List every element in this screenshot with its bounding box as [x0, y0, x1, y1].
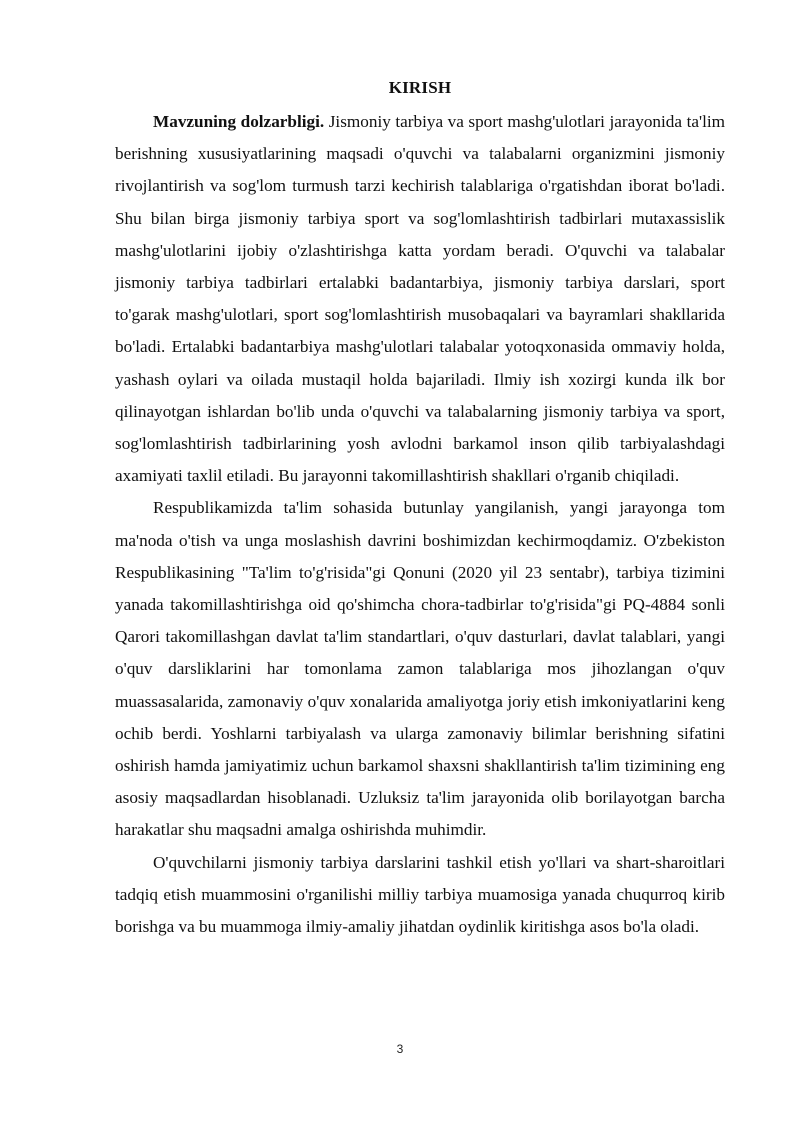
paragraph-relevance [115, 106, 725, 492]
paragraph-research-problem: O'quvchilarni jismoniy tarbiya darslarini tashkil etish yo'llari va shart-sharoitlari tadqiq etish muammosini o'rganilishi milliy tarbiya muamosiga yanada chuqurroq kirib borishga va bu muammoga ilmiy-amaliy jihatdan oydinlik kiritishga asos bo'la oladi. [115, 852, 725, 937]
paragraph-education-reform: Respublikamizda ta'lim sohasida butunlay yangilanish, yangi jarayonga tom ma'noda o'tish va unga moslashish davrini boshimizdan kechirmoqdamiz. O'zbekiston Respublikasining "Ta'lim to'g'risida"gi Qonuni (2020 yil 23 sentabr), tarbiya tizimini yanada takomillashtirishga oid qo'shimcha chora-tadbirlar to'g'risida"gi PQ-4884 sonli Qarori takomillashgan davlat ta'lim standartlari, o'quv dasturlari, davlat talablari, yangi o'quv darsliklarini har tomonlama zamon talablariga mos jihozlangan o'quv muassasalarida, zamonaviy o'quv xonalarida amaliyotga joriy etish imkoniyatlarini keng ochib berdi. Yoshlarni tarbiyalash va ularga zamonaviy bilimlar berishning sifatini oshirish hamda jamiyatimiz uchun barkamol shaxsni shakllantirish ta'lim tizimining eng asosiy maqsadlardan hisoblanadi. Uzluksiz ta'lim jarayonida olib borilayotgan barcha harakatlar shu maqsadni amalga oshirishda muhimdir. [115, 498, 725, 840]
relevance-text: Jismoniy tarbiya va sport mashg'ulotlari jarayonida ta'lim berishning xususiyatlarining maqsadi o'quvchi va talabalarni organizmini jismoniy rivojlantirish va sog'lom turmush tarzi kechirish talablariga o'rgatishdan iborat bo'ladi. Shu bilan birga jismoniy tarbiya sport va sog'lomlashtirish tadbirlari mutaxassislik mashg'ulotlarini ijobiy o'zlashtirishga katta yordam beradi. O'quvchi va talabalar jismoniy tarbiya tadbirlari ertalabki badantarbiya, jismoniy tarbiya darslari, sport to'garak mashg'ulotlari, sport sog'lomlashtirish musobaqalari va bayramlari shakllarida bo'ladi. Ertalabki badantarbiya mashg'ulotlari talabalar yotoqxonasida ommaviy holda, yashash oylari va oilada mustaqil holda bajariladi. Ilmiy ish xozirgi kunda ilk bor qilinayotgan ishlardan bo'lib unda o'quvchi va talabalarning jismoniy tarbiya va sport, sog'lomlashtirish tadbirlarining yosh avlodni barkamol inson qilib tarbiyalashdagi axamiyati taxlil etiladi. Bu jarayonni takomillashtirish shakllari o'rganib chiqiladi. [115, 112, 725, 486]
page-content [115, 74, 725, 943]
relevance-heading: Mavzuning dolzarbligi. [153, 112, 325, 131]
page-number: 3 [396, 1042, 404, 1056]
section-title: KIRISH [388, 78, 452, 97]
